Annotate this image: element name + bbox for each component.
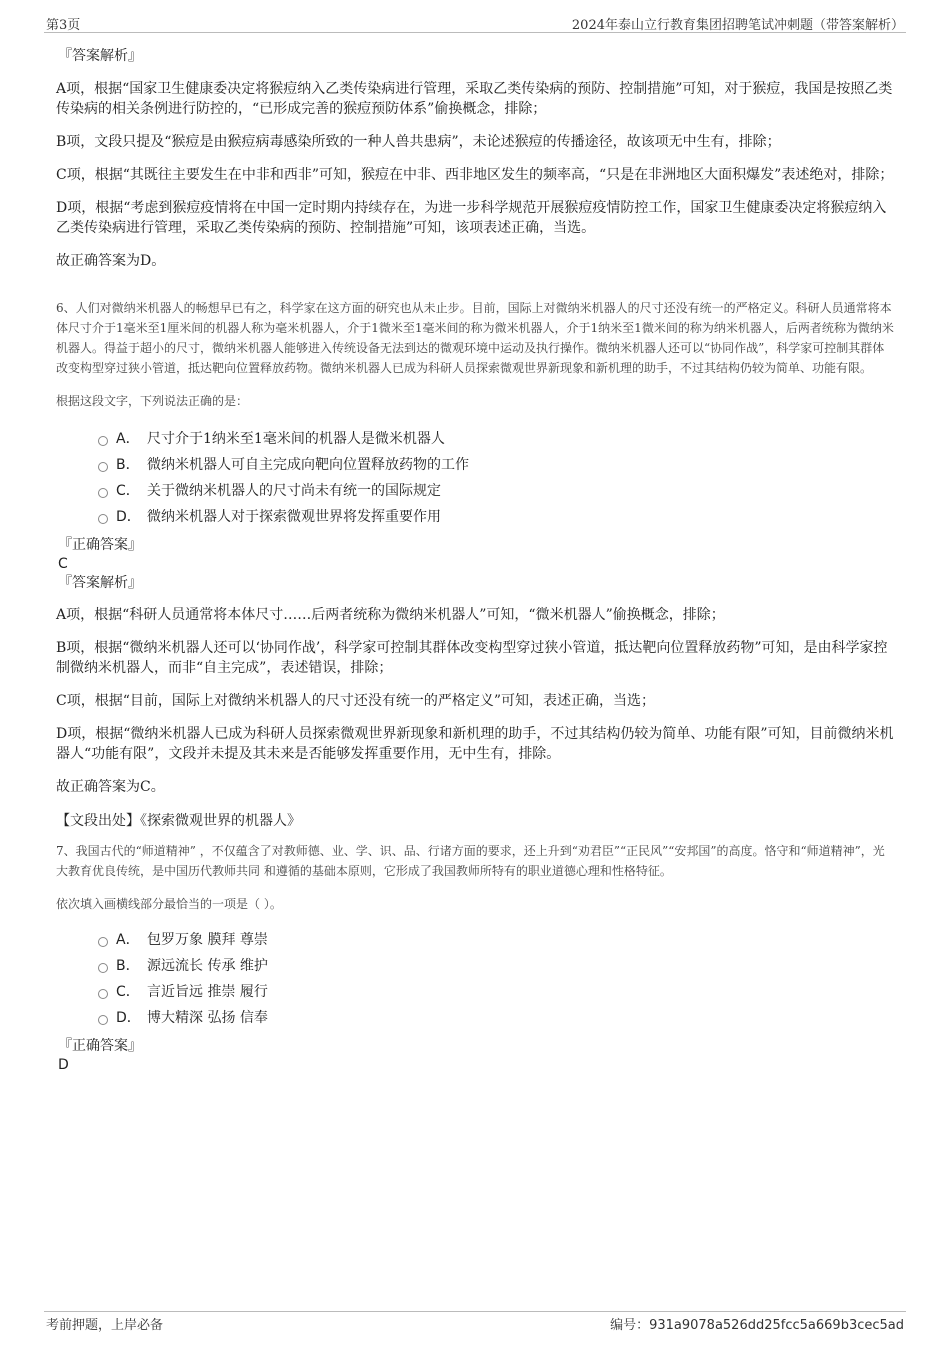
source-citation: 【文段出处】《探索微观世界的机器人》	[56, 813, 301, 829]
option-key: B．	[116, 457, 140, 473]
q6-analysis-a: A项，根据“科研人员通常将本体尺寸……后两者统称为微纳米机器人”可知，“微米机器人”偷换概念，排除；	[56, 607, 725, 623]
option-text: 源远流长 传承 维护	[147, 958, 268, 974]
question-7-text: 7、我国古代的“师道精神” ，不仅蕴含了对教师德、业、学、识、品、行诸方面的要求，还上升到“劝君臣”“正民风”“安邦国”的高度。恪守和“师道精神”，光大教育优良传统，是中国历代教师共同 和遵循的基础本原则，它形成了我国教师所特有的职业道德心理和性格特征。	[56, 844, 885, 878]
document-title: 2024年泰山立行教育集团招聘笔试冲刺题（带答案解析）	[571, 18, 904, 33]
document-code-label: 编号：	[610, 1318, 650, 1333]
option-key: C．	[116, 984, 140, 1000]
option-key: C．	[116, 483, 140, 499]
question-6-options	[98, 425, 896, 529]
footer-divider	[44, 1311, 906, 1312]
option-text: 微纳米机器人对于探索微观世界将发挥重要作用	[147, 509, 441, 525]
question-6-text: 6、人们对微纳米机器人的畅想早已有之，科学家在这方面的研究也从未止步。目前，国际上对微纳米机器人的尺寸还没有统一的严格定义。科研人员通常将本体尺寸介于1毫米至1厘米间的机器人称为毫米机器人，介于1微米至1毫米间的称为微米机器人，介于1纳米至1微米间的称为纳米机器人，后两者统称为微纳米机器人。得益于超小的尺寸，微纳米机器人能够进入传统设备无法到达的微观环境中运动及执行操作。微纳米机器人还可以“协同作战”，科学家可控制其群体改变构型穿过狭小管道，抵达靶向位置释放药物。微纳米机器人已成为科研人员探索微观世界新现象和新机理的助手，不过其结构仍较为简单、功能有限。	[56, 301, 894, 375]
question-6-option-d[interactable]	[98, 503, 896, 529]
footer-slogan: 考前押题，上岸必备	[46, 1318, 164, 1333]
question-6-prompt: 根据这段文字，下列说法正确的是：	[56, 394, 249, 408]
header-divider	[44, 32, 906, 33]
analysis-item-c: C项，根据“其既往主要发生在中非和西非”可知，猴痘在中非、西非地区发生的频率高，“只是在非洲地区大面积爆发”表述绝对，排除；	[56, 167, 894, 183]
option-key: A．	[116, 932, 140, 948]
radio-icon[interactable]	[98, 989, 108, 999]
q6-conclusion: 故正确答案为C。	[56, 779, 165, 795]
radio-icon[interactable]	[98, 1015, 108, 1025]
radio-icon[interactable]	[98, 937, 108, 947]
option-key: B．	[116, 958, 140, 974]
document-code	[610, 1314, 904, 1333]
analysis-label: 『答案解析』	[58, 575, 142, 591]
option-text: 尺寸介于1纳米至1毫米间的机器人是微米机器人	[147, 431, 445, 447]
correct-answer: D	[58, 1057, 69, 1073]
correct-answer: C	[58, 556, 68, 572]
radio-icon[interactable]	[98, 488, 108, 498]
page-content	[56, 46, 896, 1074]
analysis-item-b: B项，文段只提及“猴痘是由猴痘病毒感染所致的一种人兽共患病”，未论述猴痘的传播途径，故该项无中生有，排除；	[56, 134, 781, 150]
question-7-options	[98, 926, 896, 1030]
correct-answer-label: 『正确答案』	[58, 537, 142, 553]
question-6-option-a[interactable]	[98, 425, 896, 451]
question-7-option-a[interactable]	[98, 926, 896, 952]
correct-answer-label: 『正确答案』	[58, 1038, 142, 1054]
question-6-option-c[interactable]	[98, 477, 896, 503]
option-text: 包罗万象 膜拜 尊崇	[147, 932, 268, 948]
question-7-option-d[interactable]	[98, 1004, 896, 1030]
option-key: D．	[116, 509, 141, 525]
option-text: 关于微纳米机器人的尺寸尚未有统一的国际规定	[147, 483, 441, 499]
option-text: 言近旨远 推崇 履行	[147, 984, 268, 1000]
option-key: D．	[116, 1010, 141, 1026]
analysis-label: 『答案解析』	[58, 48, 142, 64]
option-key: A．	[116, 431, 140, 447]
option-text: 博大精深 弘扬 信奉	[147, 1010, 268, 1026]
question-7-option-b[interactable]	[98, 952, 896, 978]
radio-icon[interactable]	[98, 514, 108, 524]
q6-analysis-b: B项，根据“微纳米机器人还可以‘协同作战’，科学家可控制其群体改变构型穿过狭小管道，抵达靶向位置释放药物”可知，是由科学家控制微纳米机器人，而非“自主完成”，表述错误，排除；	[56, 640, 888, 676]
question-7-option-c[interactable]	[98, 978, 896, 1004]
analysis-conclusion: 故正确答案为D。	[56, 253, 166, 269]
q6-analysis-c: C项，根据“目前，国际上对微纳米机器人的尺寸还没有统一的严格定义”可知，表述正确，当选；	[56, 693, 656, 709]
option-text: 微纳米机器人可自主完成向靶向位置释放药物的工作	[147, 457, 469, 473]
document-code-value: 931a9078a526dd25fcc5a669b3cec5ad	[649, 1318, 904, 1333]
page-number: 第3页	[46, 18, 81, 33]
analysis-item-a: A项，根据“国家卫生健康委决定将猴痘纳入乙类传染病进行管理，采取乙类传染病的预防、控制措施”可知，对于猴痘，我国是按照乙类传染病的相关条例进行防控的，“已形成完善的猴痘预防体系”偷换概念，排除；	[56, 81, 893, 117]
question-7-prompt: 依次填入画横线部分最恰当的一项是（ ）。	[56, 897, 282, 911]
analysis-item-d: D项，根据“考虑到猴痘疫情将在中国一定时期内持续存在，为进一步科学规范开展猴痘疫情防控工作，国家卫生健康委决定将猴痘纳入乙类传染病进行管理，采取乙类传染病的预防、控制措施”可知，该项表述正确，当选。	[56, 200, 887, 236]
q6-analysis-d: D项，根据“微纳米机器人已成为科研人员探索微观世界新现象和新机理的助手，不过其结构仍较为简单、功能有限”可知，目前微纳米机器人“功能有限”，文段并未提及其未来是否能够发挥重要作用，无中生有，排除。	[56, 726, 894, 762]
radio-icon[interactable]	[98, 436, 108, 446]
radio-icon[interactable]	[98, 462, 108, 472]
question-6-option-b[interactable]	[98, 451, 896, 477]
radio-icon[interactable]	[98, 963, 108, 973]
